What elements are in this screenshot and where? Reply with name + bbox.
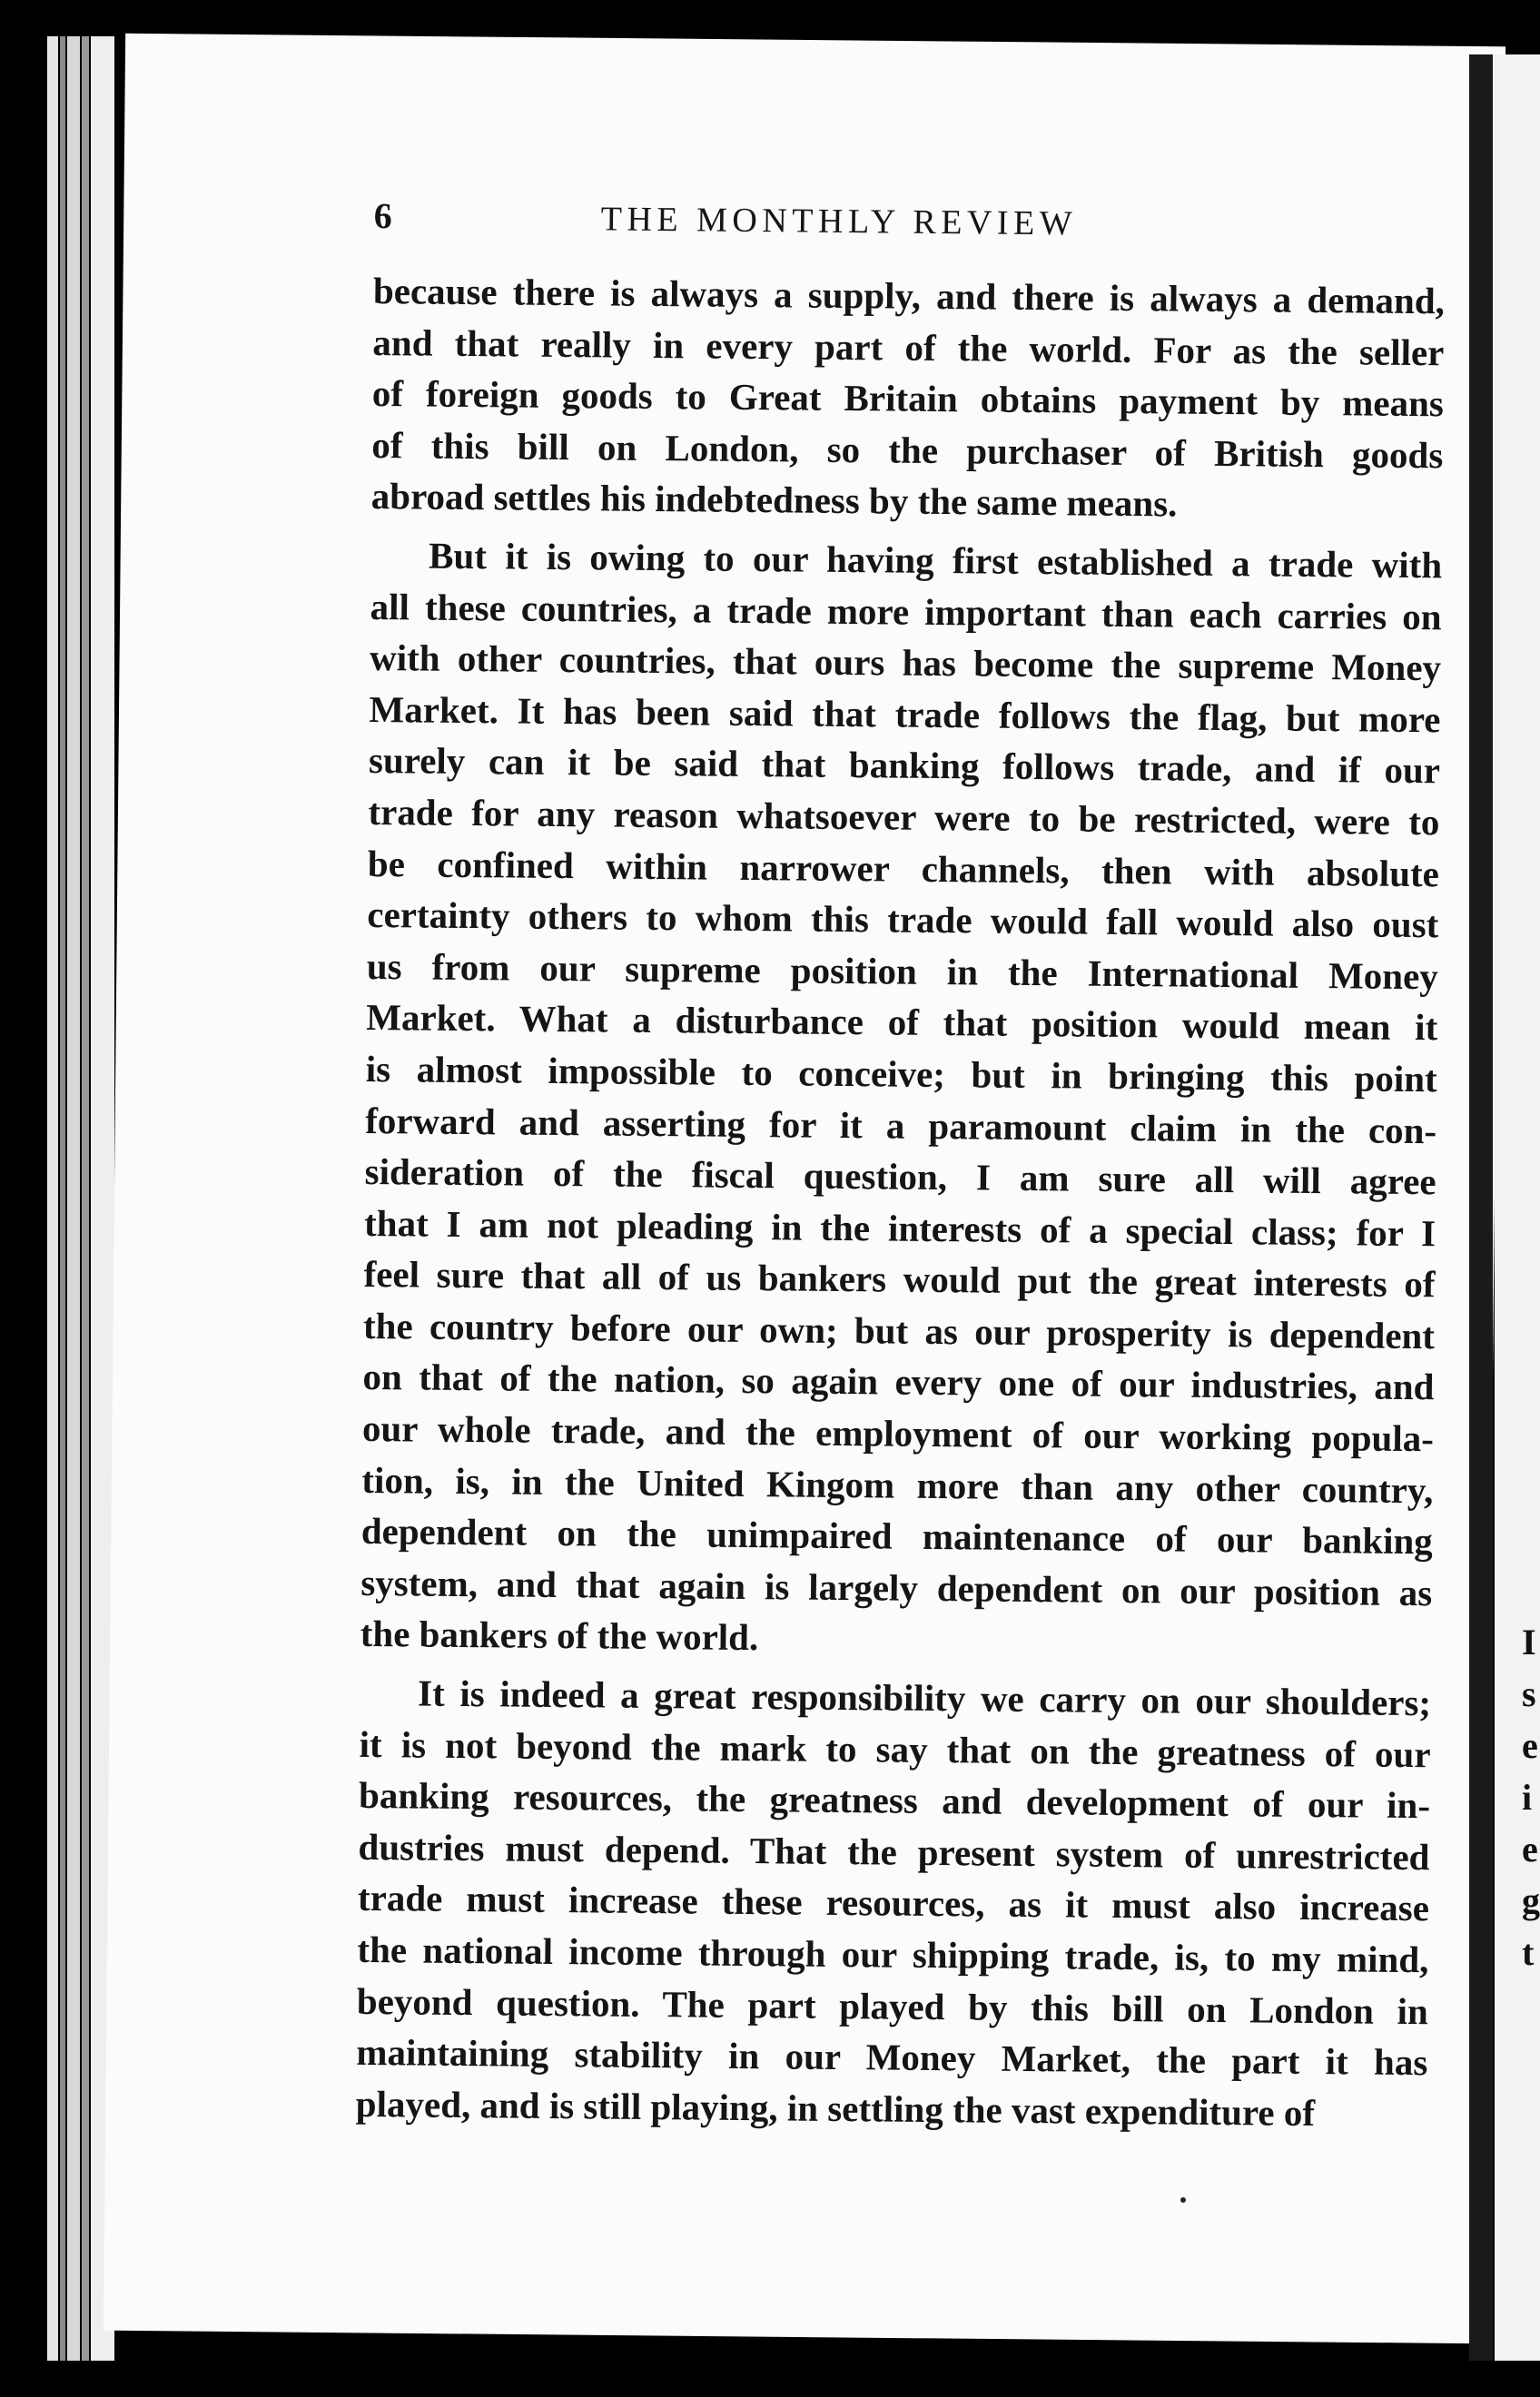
text-line: the bankers of the world. (360, 1613, 759, 1659)
next-page-char: e (1522, 1829, 1538, 1869)
paragraph (356, 1667, 1432, 2140)
text-line: is almost impossible to conceive; but in bringing this point (365, 1047, 1437, 1100)
text-line: abroad settles his indebtedness by the same means. (370, 475, 1178, 525)
text-line: us from our supreme position in the International Money (366, 944, 1439, 998)
page-edge-shadow (1469, 54, 1493, 2361)
binding-edge (60, 36, 65, 2361)
text-line: system, and that again is largely dependent on our position as (360, 1561, 1433, 1614)
text-line: played, and is still playing, in settling the vast expenditure of (355, 2082, 1316, 2134)
text-line: banking resources, the greatness and development of our in- (358, 1774, 1431, 1827)
text-line: forward and asserting for it a paramount claim in the con- (364, 1099, 1437, 1151)
next-page-char: t (1522, 1932, 1535, 1973)
binding-edge (47, 36, 58, 2361)
text-line: trade must increase these resources, as it must also increase (357, 1877, 1430, 1929)
next-page-char: i (1522, 1777, 1533, 1818)
text-line: all these countries, a trade more important than each carries on (370, 585, 1442, 637)
next-page-char: e (1522, 1725, 1538, 1766)
text-line: beyond question. The part played by this bill on London in (356, 1979, 1429, 2032)
text-line: be confined within narrower channels, then with absolute (367, 842, 1440, 894)
paragraph (371, 265, 1446, 532)
text-line: dependent on the unimpaired maintenance of our banking (360, 1510, 1434, 1563)
ink-speck (1180, 2197, 1186, 2203)
text-line: maintaining stability in our Money Market, the part it has (356, 2031, 1428, 2084)
text-line: certainty others to whom this trade would fall would also oust (367, 893, 1439, 946)
text-line: surely can it be said that banking follows trade, and if our (368, 739, 1441, 792)
text-line: and that really in every part of the world. For as the seller (372, 321, 1445, 373)
text-line: dustries must depend. That the present system of unrestricted (358, 1825, 1430, 1879)
text-column (356, 194, 1446, 2140)
text-line: tion, is, in the United Kingom more than any other country, (361, 1458, 1434, 1511)
body-text (356, 265, 1446, 2140)
next-page-char: s (1522, 1673, 1536, 1714)
text-line: our whole trade, and the employment of our working popula- (361, 1407, 1435, 1460)
next-page-char: I (1522, 1622, 1536, 1662)
text-line: of this bill on London, so the purchaser of British goods (371, 423, 1444, 477)
text-line: on that of the nation, so again every one of our industries, and (362, 1356, 1435, 1408)
text-line: the country before our own; but as our prosperity is dependent (362, 1304, 1436, 1357)
binding-edge (67, 36, 80, 2361)
text-line: because there is always a supply, and there is always a demand, (372, 269, 1446, 322)
text-line: But it is owing to our having first established a trade with (428, 534, 1443, 587)
next-page-edge (1495, 54, 1540, 2361)
running-head (373, 194, 1446, 259)
binding-edge (82, 36, 89, 2361)
text-line: It is indeed a great responsibility we carry on our shoulders; (417, 1672, 1432, 1724)
journal-title: THE MONTHLY REVIEW (600, 200, 1078, 243)
text-line: Market. It has been said that trade follows the flag, but more (369, 687, 1441, 741)
next-page-text-fragment (1522, 1616, 1540, 1978)
text-line: Market. What a disturbance of that position would mean it (366, 996, 1438, 1049)
text-line: sideration of the fiscal question, I am sure all will agree (364, 1150, 1436, 1203)
text-line: it is not beyond the mark to say that on the greatness of our (359, 1722, 1431, 1775)
text-line: that I am not pleading in the interests of a special class; for I (363, 1201, 1436, 1254)
page-number: 6 (373, 194, 393, 237)
text-line: trade for any reason whatsoever were to be restricted, were to (368, 790, 1440, 843)
paragraph (360, 529, 1443, 1670)
text-line: with other countries, that ours has become the supreme Money (369, 636, 1442, 689)
text-line: the national income through our shipping trade, is, to my mind, (357, 1928, 1429, 1981)
text-line: feel sure that all of us bankers would put the great interests of (363, 1253, 1436, 1306)
next-page-char: g (1522, 1880, 1540, 1921)
text-line: of foreign goods to Great Britain obtains payment by means (371, 372, 1445, 425)
